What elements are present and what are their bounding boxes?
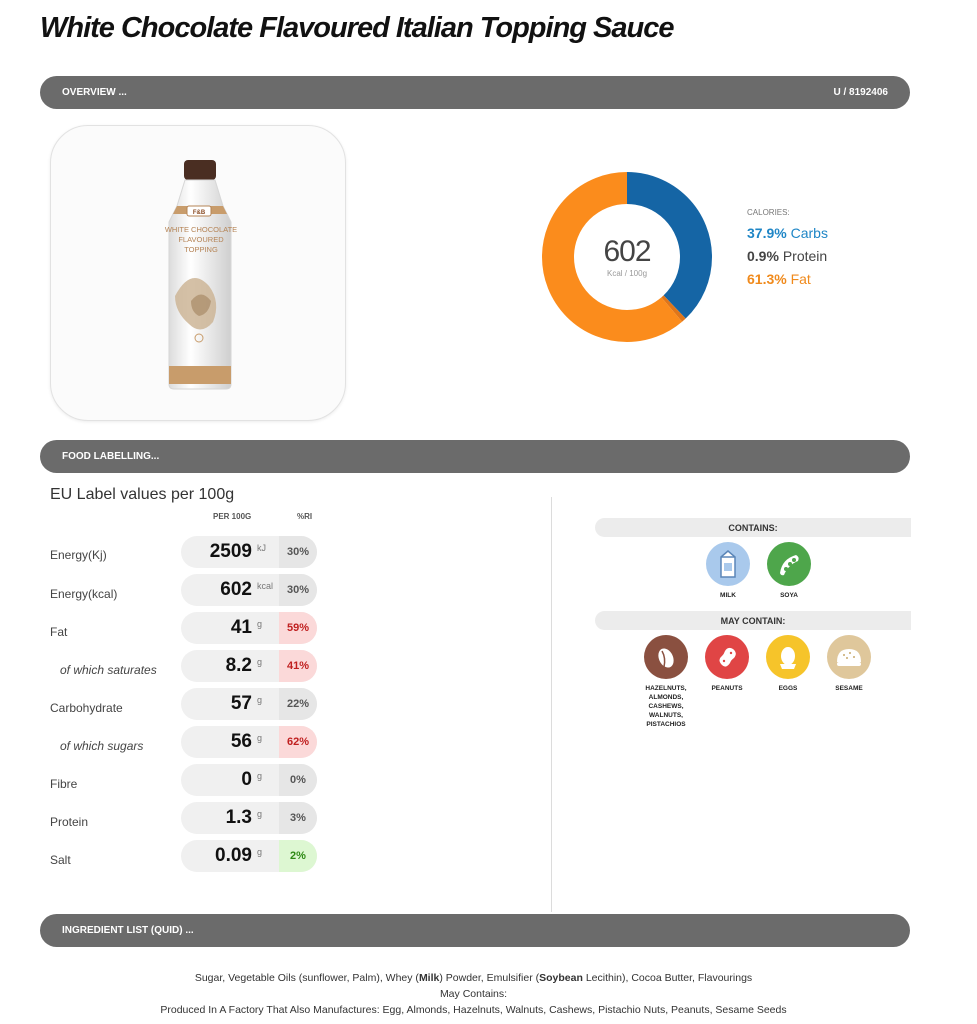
ingredient-allergen-soybean: Soybean: [539, 972, 583, 984]
legend-fat-label: Fat: [790, 271, 811, 287]
nutrient-pill-salt: [181, 840, 317, 872]
nutrient-value-protein: 1.3: [225, 807, 252, 828]
legend-protein-label: Protein: [782, 248, 828, 264]
bottle-label-line-1: WHITE CHOCOLATE: [164, 225, 238, 234]
allergen-eggs: [753, 635, 823, 693]
nutrient-label-saturates: of which saturates: [60, 663, 157, 677]
ingredients-line: [0, 970, 947, 986]
allergen-peanuts: [692, 635, 762, 693]
bottle-brand-text: F&B: [192, 210, 206, 216]
peanut-icon: [705, 635, 749, 679]
sesame-bun-icon: [827, 635, 871, 679]
nutrient-label-salt: Salt: [50, 853, 71, 867]
legend-carbs-pct: 37.9%: [747, 225, 787, 241]
product-bottle-image: [51, 126, 345, 420]
col-per100g-header: PER 100G: [213, 512, 252, 521]
allergen-milk: [693, 542, 763, 600]
nutrient-pill-fat: [181, 612, 317, 644]
factory-statement: Produced In A Factory That Also Manufactures: Egg, Almonds, Hazelnuts, Walnuts, Cashews, Pistachio Nuts, Peanuts, Sesame Seeds: [160, 1004, 787, 1016]
legend-protein: [747, 248, 828, 264]
calories-unit: Kcal / 100g: [606, 268, 648, 278]
nutrient-pill-fibre: [181, 764, 317, 796]
nutrient-unit-sugars: g: [257, 733, 263, 743]
nutrient-ri-energy-kcal: 30%: [279, 574, 317, 606]
legend-fat-pct: 61.3%: [747, 271, 787, 287]
bottle-label-line-3: TOPPING: [184, 245, 218, 254]
eu-label-title: EU Label values per 100g: [50, 486, 235, 503]
nutrient-pill-energy-kcal: [181, 574, 317, 606]
overview-section-bar: [40, 76, 910, 109]
nutrient-unit-salt: g: [257, 847, 263, 857]
legend-carbs-label: Carbs: [790, 225, 828, 241]
nut-icon: [644, 635, 688, 679]
nutrient-value-saturates: 8.2: [225, 655, 252, 676]
nutrient-label-fibre: Fibre: [50, 777, 78, 791]
bottle-label-line-2: FLAVOURED: [178, 235, 224, 244]
allergen-tree-nuts-label: HAZELNUTS, ALMONDS, CASHEWS, WALNUTS, PISTACHIOS: [645, 685, 687, 728]
allergen-soya: [754, 542, 824, 600]
soya-pod-icon: [767, 542, 811, 586]
donut-center: [542, 172, 712, 342]
nutrient-pill-carbohydrate: [181, 688, 317, 720]
ingredients-part-c: Lecithin), Cocoa Butter, Flavourings: [582, 972, 753, 984]
product-code: U / 8192406: [833, 87, 888, 98]
may-contains-heading: May Contains:: [439, 988, 508, 1000]
nutrient-value-carbohydrate: 57: [230, 693, 252, 714]
ingredient-list: [0, 970, 947, 1018]
contains-header: CONTAINS:: [595, 518, 911, 537]
legend-protein-pct: 0.9%: [747, 248, 779, 264]
nutrient-value-fat: 41: [230, 617, 252, 638]
allergen-soya-label: SOYA: [780, 592, 798, 599]
product-image-card: [50, 125, 346, 421]
nutrient-label-energy-kcal: Energy(kcal): [50, 587, 118, 601]
calories-value: 602: [603, 234, 651, 268]
nutrient-unit-carbohydrate: g: [257, 695, 263, 705]
calories-heading: CALORIES:: [747, 208, 790, 217]
nutrient-pill-saturates: [181, 650, 317, 682]
nutrient-value-energy-kj: 2509: [209, 541, 252, 562]
allergen-milk-label: MILK: [720, 592, 736, 599]
calorie-donut-chart: [542, 172, 712, 342]
nutrient-unit-energy-kj: kJ: [257, 543, 266, 553]
nutrient-ri-saturates: 41%: [279, 650, 317, 682]
may-contain-header: MAY CONTAIN:: [595, 611, 911, 630]
nutrient-pill-energy-kj: [181, 536, 317, 568]
nutrient-label-sugars: of which sugars: [60, 739, 144, 753]
nutrient-pill-sugars: [181, 726, 317, 758]
col-ri-header: %RI: [297, 512, 313, 521]
nutrient-unit-energy-kcal: kcal: [257, 581, 274, 591]
nutrient-ri-energy-kj: 30%: [279, 536, 317, 568]
nutrient-value-fibre: 0: [241, 769, 252, 790]
ingredient-allergen-milk: Milk: [418, 972, 440, 984]
nutrient-ri-protein: 3%: [279, 802, 317, 834]
nutrient-pill-protein: [181, 802, 317, 834]
ingredients-part-a: Sugar, Vegetable Oils (sunflower, Palm), Whey (: [194, 972, 419, 984]
food-labelling-section-label: FOOD LABELLING...: [62, 451, 160, 462]
nutrient-unit-saturates: g: [257, 657, 263, 667]
overview-section-label: OVERVIEW ...: [62, 87, 127, 98]
milk-carton-icon: [706, 542, 750, 586]
nutrient-unit-fibre: g: [257, 771, 263, 781]
nutrient-value-sugars: 56: [230, 731, 252, 752]
nutrient-unit-fat: g: [257, 619, 263, 629]
allergen-tree-nuts: [631, 635, 701, 729]
nutrient-ri-fat: 59%: [279, 612, 317, 644]
allergen-peanuts-label: PEANUTS: [711, 685, 743, 692]
nutrient-ri-salt: 2%: [279, 840, 317, 872]
allergen-sesame-label: SESAME: [835, 685, 863, 692]
nutrient-label-energy-kj: Energy(Kj): [50, 548, 107, 562]
ingredients-part-b: ) Powder, Emulsifier (: [439, 972, 540, 984]
nutrient-label-carbohydrate: Carbohydrate: [50, 701, 123, 715]
nutrient-ri-fibre: 0%: [279, 764, 317, 796]
allergen-sesame: [814, 635, 884, 693]
nutrient-ri-sugars: 62%: [279, 726, 317, 758]
product-title: White Chocolate Flavoured Italian Topping Sauce: [40, 12, 674, 44]
nutrient-ri-carbohydrate: 22%: [279, 688, 317, 720]
legend-fat: [747, 271, 828, 287]
food-labelling-section-bar: [40, 440, 910, 473]
nutrient-label-fat: Fat: [50, 625, 68, 639]
ingredient-list-section-label: INGREDIENT LIST (QUID) ...: [62, 925, 194, 936]
nutrient-label-protein: Protein: [50, 815, 89, 829]
section-divider: [551, 497, 552, 912]
nutrient-value-salt: 0.09: [215, 845, 252, 866]
egg-icon: [766, 635, 810, 679]
allergen-eggs-label: EGGS: [778, 685, 798, 692]
nutrient-value-energy-kcal: 602: [220, 579, 252, 600]
calorie-legend: [747, 208, 828, 294]
legend-carbs: [747, 225, 828, 241]
ingredient-list-section-bar: [40, 914, 910, 947]
nutrient-unit-protein: g: [257, 809, 263, 819]
